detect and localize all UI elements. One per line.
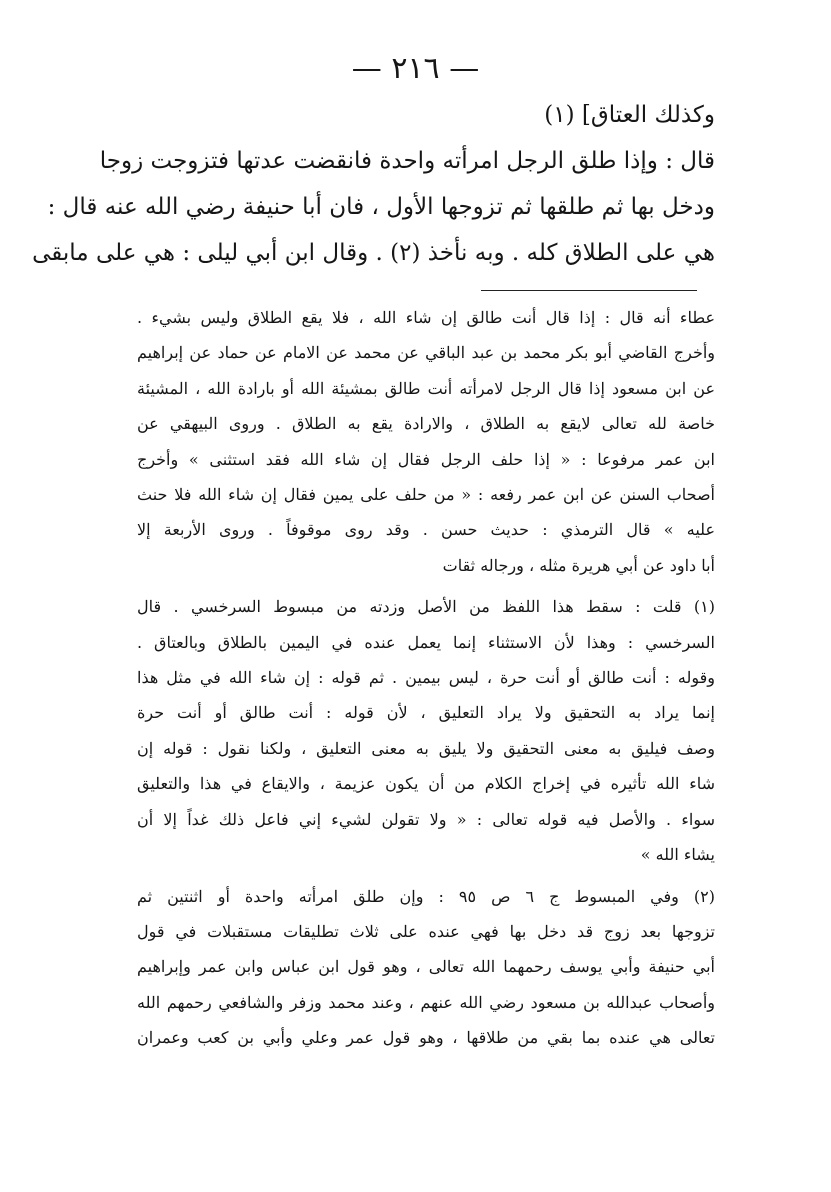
footnote-line: تزوجها بعد زوج قد دخل بها فهي عنده على ثلاث تطليقات مستقبلات في قول (137, 921, 715, 941)
footnote-line: سواء . والأصل فيه قوله تعالى : « ولا تقولن لشيء إني فاعل ذلك غداً إلا أن (137, 809, 715, 829)
footnote-line: أصحاب السنن عن ابن عمر رفعه : « من حلف على يمين فقال إن شاء الله فلا حنث (137, 485, 716, 505)
main-text (32, 92, 715, 276)
footnote-line: وصف فيليق به معنى التحقيق ولا يليق به معنى التعليق ، ولكنا نقول : قوله إن (137, 738, 716, 758)
footnote-line: السرخسي : وهذا لأن الاستثناء إنما يعمل عنده في اليمين بالطلاق وبالعتاق . (137, 632, 715, 652)
footnote-line: خاصة لله تعالى لايقع به الطلاق ، والارادة يقع به الطلاق . وروى البيهقي عن (137, 414, 715, 434)
main-text-line: ودخل بها ثم طلقها ثم تزوجها الأول ، فان أبا حنيفة رضي الله عنه قال : (47, 194, 715, 220)
page-number: — ٢١٦ — (351, 51, 480, 86)
footnote-1 (137, 589, 715, 872)
main-text-line: وكذلك العتاق] (١) (544, 102, 715, 128)
footnote-line: وقوله : أنت طالق أو أنت حرة ، ليس بيمين . ثم قوله : إن شاء الله في مثل هذا (137, 668, 715, 688)
footnote-line: وأصحاب عبدالله بن مسعود رضي الله عنهم ، وعند محمد وزفر والشافعي رحمهم الله (137, 992, 715, 1012)
footnote-line: عليه » قال الترمذي : حديث حسن . وقد روى موقوفاً . وروى الأربعة إلا (137, 520, 715, 540)
footnote-line: ابن عمر مرفوعا : « إذا حلف الرجل فقال إن شاء الله فقد استثنى » وأخرج (137, 449, 715, 469)
footnote-line: عطاء أنه قال : إذا قال أنت طالق إن شاء الله ، فلا يقع الطلاق وليس بشيء . (137, 308, 715, 327)
footnote-line: شاء الله تأثيره في إخراج الكلام من أن يكون عزيمة ، والايقاع في هذا والتعليق (137, 774, 716, 794)
footnote-divider (481, 290, 697, 291)
main-text-line: هي على الطلاق كله . وبه نأخذ (٢) . وقال ابن أبي ليلى : هي على مابقى (32, 240, 715, 266)
footnote-line: إنما يراد به التحقيق ولا يراد التعليق ، لأن قوله : أنت طالق أو أنت حرة (137, 703, 715, 723)
continued-footnote (137, 300, 715, 583)
footnote-line: عن ابن مسعود إذا قال الرجل لامرأته أنت طالق بمشيئة الله أو بارادة الله ، المشيئة (137, 378, 716, 398)
footnote-line: وأخرج القاضي أبو بكر محمد بن عبد الباقي عن محمد عن الامام عن حماد عن إبراهيم (137, 343, 715, 363)
footnote-2 (137, 879, 715, 1056)
footnote-line: تعالى هي عنده بما بقي من طلاقها ، وهو قول عمر وعلي وأبي بن كعب وعمران (137, 1028, 715, 1048)
footnote-line: أبي حنيفة وأبي يوسف رحمهما الله تعالى ، وهو قول ابن عباس وابن عمر وإبراهيم (137, 957, 715, 977)
footnote-line: يشاء الله » (640, 845, 715, 865)
footnotes (137, 300, 715, 1062)
main-text-line: قال : وإذا طلق الرجل امرأته واحدة فانقضت عدتها فتزوجت زوجا (99, 148, 715, 174)
footnote-line: أبا داود عن أبي هريرة مثله ، ورجاله ثقات (442, 555, 715, 575)
footnote-line: (١) قلت : سقط هذا اللفظ من الأصل وزدته من مبسوط السرخسي . قال (137, 597, 716, 617)
footnote-line: (٢) وفي المبسوط ج ٦ ص ٩٥ : وإن طلق امرأته واحدة أو اثنتين ثم (137, 886, 715, 906)
